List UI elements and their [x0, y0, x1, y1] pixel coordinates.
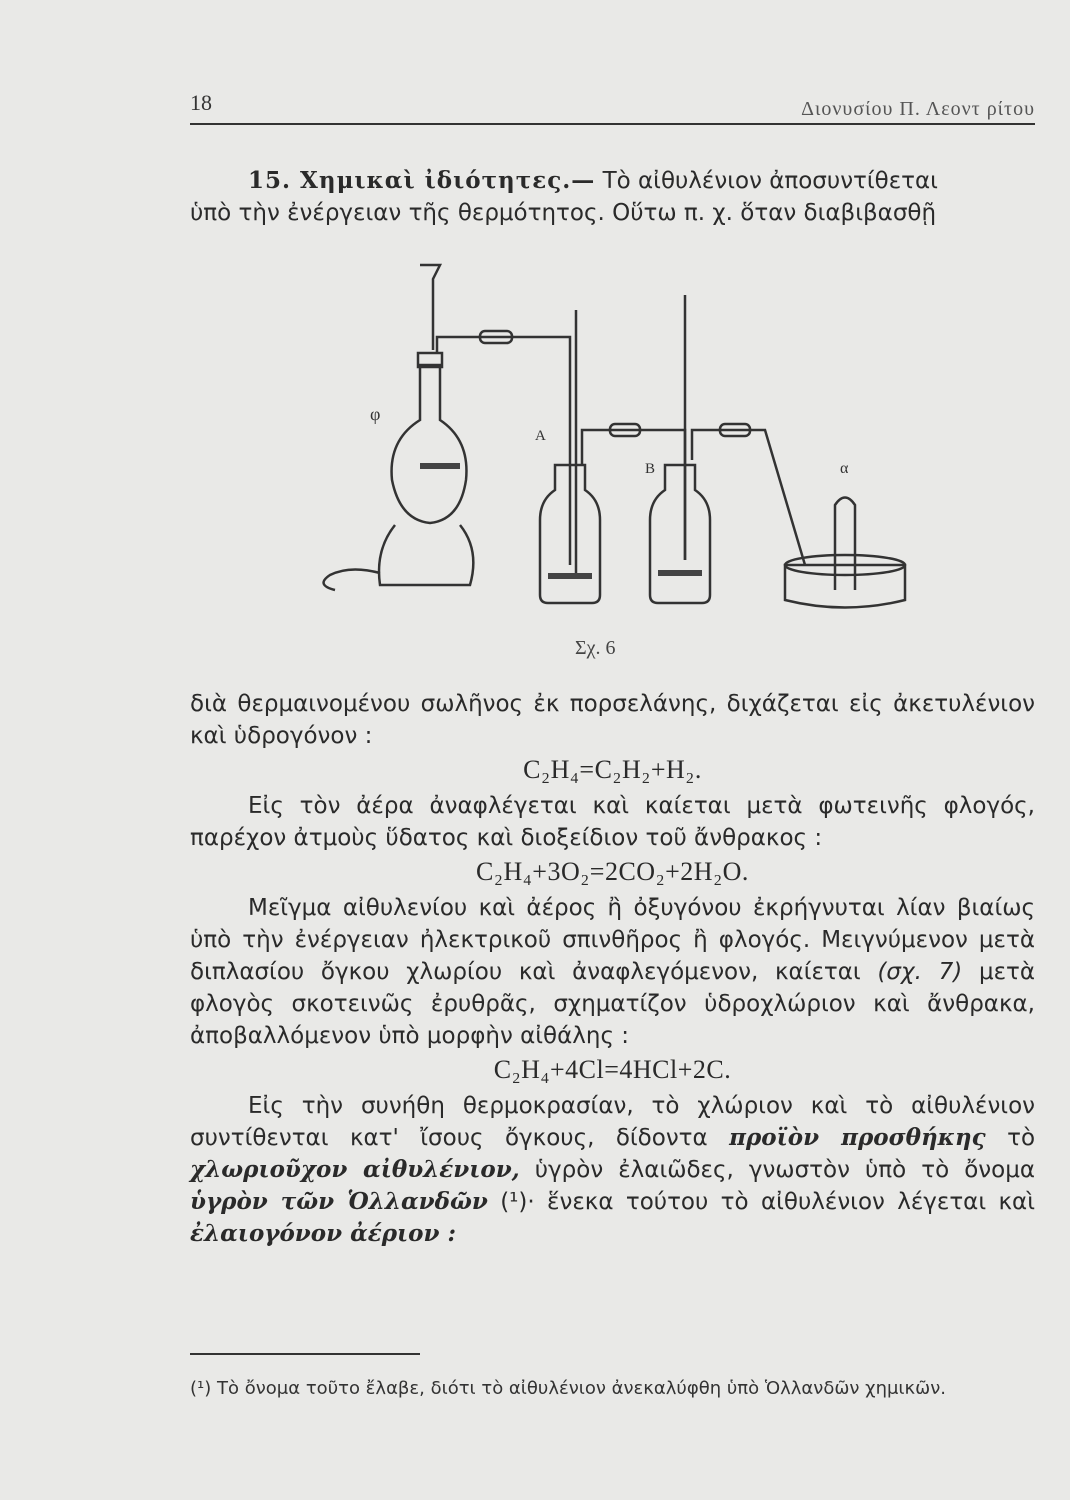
flask-phi: [392, 365, 467, 523]
paragraph-3a: Μεῖγμα αἰθυλενίου καὶ ἀέρος ἢ ὀξυγόνου ἐκρήγνυται λίαν βιαίως ὑπὸ τὴν ἐνέργειαν ἠλεκτρικοῦ σπινθῆρος ἢ φλογός. Μειγνύμενον μετὰ διπλασίου ὄγκου χλωρίου καὶ ἀναφλεγόμενον, καίεται: [190, 895, 1035, 985]
label-b-upper: Β: [645, 461, 656, 477]
term-dutch-liquid: ὑγρὸν τῶν Ὁλλανδῶν: [190, 1188, 488, 1215]
footnote-rule: [190, 1353, 420, 1355]
intro-line1: Τὸ αἰθυλένιον ἀποσυντίθεται: [602, 168, 938, 194]
paragraph-3: [190, 892, 1035, 1052]
body-text: [190, 688, 1035, 1250]
paragraph-2: Εἰς τὸν ἀέρα ἀναφλέγεται καὶ καίεται μετὰ φωτεινῆς φλογός, παρέχον ἀτμοὺς ὕδατος καὶ διοξείδιον τοῦ ἄνθρακος :: [190, 793, 1035, 851]
footnote: [190, 1375, 1035, 1403]
term-olefiant-gas: ἐλαιογόνον ἀέριον :: [190, 1220, 456, 1247]
running-title: Διονυσίου Π. Λεοντ ρίτου: [801, 98, 1035, 120]
equation-3: C₂H₄+4Cl=4HCl+2C.: [493, 1055, 732, 1084]
page-number: 18: [190, 90, 212, 115]
footnote-paragraph: [190, 1375, 1035, 1403]
intro-paragraph: [190, 165, 1035, 229]
term-addition-product: προϊὸν προσθήκης: [729, 1124, 986, 1151]
page-header: [190, 88, 1035, 120]
paragraph-4d: ἕνεκα τούτου τὸ αἰθυλένιον λέγεται καὶ: [547, 1189, 1035, 1215]
figure-reference: (σχ. 7): [877, 959, 963, 985]
burner: [379, 525, 473, 585]
paragraph-4a: Εἰς τὴν συνήθη θερμοκρασίαν, τὸ χλώριον καὶ τὸ αἰθυλένιον συντίθενται κατ' ἴσους ὄγκους, δίδοντα: [190, 1093, 1035, 1151]
paragraph-3b: μετὰ φλογὸς σκοτεινῶς ἐρυθρᾶς, σχηματίζον ὑδροχλώριον καὶ ἄνθρακα, ἀποβαλλόμενον ὑπὸ μορφὴν αἰθάλης :: [190, 959, 1036, 1049]
term-ethylene-chloride: χλωριοῦχον αἰθυλένιον,: [190, 1156, 520, 1183]
gas-hose: [324, 569, 380, 590]
footnote-text: Τὸ ὄνομα τοῦτο ἔλαβε, διότι τὸ αἰθυλένιον ἀνεκαλύφθη ὑπὸ Ὁλλανδῶν χημικῶν.: [217, 1378, 946, 1399]
header-rule: [190, 123, 1035, 125]
paragraph-1: διὰ θερμαινομένου σωλῆνος ἐκ πορσελάνης, διχάζεται εἰς ἀκετυλένιον καὶ ὑδρογόνον :: [190, 691, 1035, 749]
paragraph-4-mid: τὸ: [1007, 1125, 1036, 1151]
apparatus-figure: [300, 255, 940, 645]
equation-2: C₂H₄+3O₂=2CO₂+2H₂O.: [476, 857, 749, 886]
section-heading: 15. Χημικαὶ ἰδιότητες.—: [248, 167, 596, 194]
intro-line2: ὑπὸ τὴν ἐνέργειαν τῆς θερμότητος. Οὕτω π. χ. ὅταν διαβιβασθῇ: [190, 200, 937, 226]
paragraph-4c: ὑγρὸν ἐλαιῶδες, γνωστὸν ὑπὸ τὸ ὄνομα: [534, 1157, 1035, 1183]
footnote-reference: (¹)·: [500, 1189, 535, 1215]
delivery-tube-2: [582, 430, 685, 560]
label-a-lower: α: [840, 460, 849, 477]
equation-1: C₂H₄=C₂H₂+H₂.: [523, 755, 702, 784]
label-a-upper: Α: [535, 428, 546, 444]
intro-text: [190, 165, 1035, 229]
wash-bottle-b: [650, 465, 710, 603]
footnote-marker: (¹): [190, 1378, 212, 1399]
figure-caption: Σχ. 6: [575, 637, 616, 659]
delivery-tube-1: [437, 337, 570, 565]
label-phi: φ: [370, 404, 381, 424]
paragraph-4: [190, 1090, 1035, 1250]
